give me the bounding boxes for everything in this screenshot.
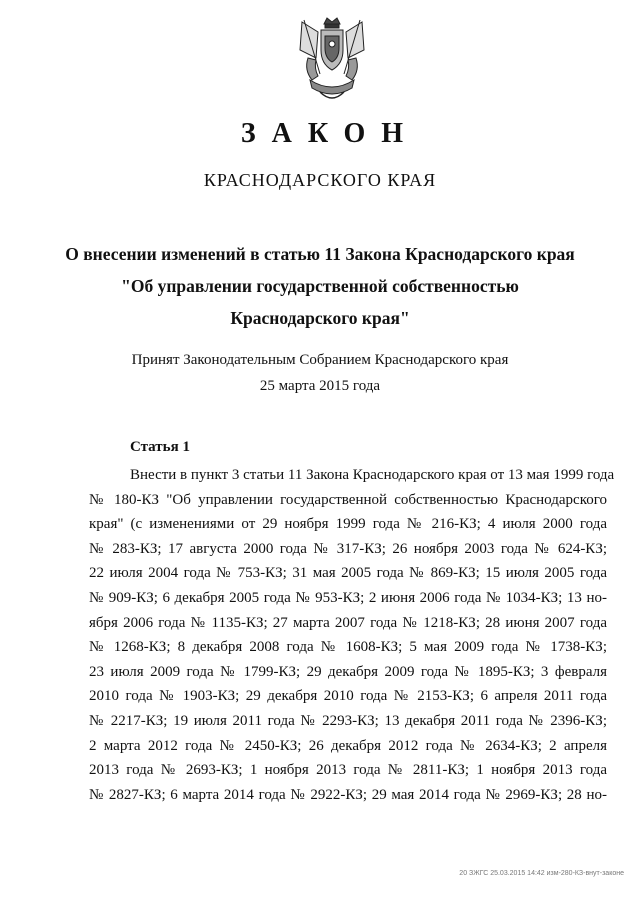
article-text-line: № 1268-КЗ; 8 декабря 2008 года № 1608-КЗ; 5 мая 2009 года № 1738-КЗ; [89, 639, 607, 656]
law-title-line: О внесении изменений в статью 11 Закона Краснодарского края [65, 244, 575, 264]
article-text-line: Внести в пункт 3 статьи 11 Закона Краснодарского края от 13 мая 1999 года [130, 467, 615, 483]
article-text-line: № 2827-КЗ; 6 марта 2014 года № 2922-КЗ; 29 мая 2014 года № 2969-КЗ; 28 но- [89, 786, 607, 803]
adoption-note [0, 347, 640, 399]
adoption-body: Принят Законодательным Собранием Краснодарского края [131, 352, 509, 368]
article-text-line: 2 марта 2012 года № 2450-КЗ; 26 декабря 2012 года № 2634-КЗ; 2 апреля [89, 737, 607, 754]
law-title [60, 238, 580, 334]
article-text-line: № 180-КЗ "Об управлении государственной собственностью Краснодарского [89, 491, 607, 508]
article-text-line: 22 июля 2004 года № 753-КЗ; 31 мая 2005 года № 869-КЗ; 15 июля 2005 года [89, 565, 607, 582]
document-type-heading: ЗАКОН [240, 118, 420, 149]
article-text-line: 2013 года № 2693-КЗ; 1 ноября 2013 года № 2811-КЗ; 1 ноября 2013 года [89, 762, 607, 779]
law-title-line: Краснодарского края" [230, 308, 410, 328]
article-body [89, 463, 615, 807]
article-text-line: № 283-КЗ; 17 августа 2000 года № 317-КЗ; 26 ноября 2003 года № 624-КЗ; [89, 540, 607, 557]
article-text-line: 2010 года № 1903-КЗ; 29 декабря 2010 года № 2153-КЗ; 6 апреля 2011 года [89, 688, 607, 705]
law-title-line: "Об управлении государственной собственностью [121, 276, 519, 296]
article-text-line: ября 2006 года № 1135-КЗ; 27 марта 2007 года № 1218-КЗ; 28 июня 2007 года [89, 614, 607, 631]
article-text-line: 23 июля 2009 года № 1799-КЗ; 29 декабря 2009 года № 1895-КЗ; 3 февраля [89, 663, 607, 680]
adoption-date: 25 марта 2015 года [259, 378, 381, 394]
article-heading: Статья 1 [130, 439, 190, 455]
coat-of-arms-icon [294, 14, 370, 108]
footer-stamp: 20 ЗЖГС 25.03.2015 14:42 изм-280-КЗ-внут-законе [459, 870, 624, 877]
issuing-region: КРАСНОДАРСКОГО КРАЯ [203, 170, 437, 190]
article-text-line: № 2217-КЗ; 19 июля 2011 года № 2293-КЗ; 13 декабря 2011 года № 2396-КЗ; [89, 712, 607, 729]
article-text-line: № 909-КЗ; 6 декабря 2005 года № 953-КЗ; 2 июня 2006 года № 1034-КЗ; 13 но- [89, 589, 607, 606]
article-text-line: края" (с изменениями от 29 ноября 1999 года № 216-КЗ; 4 июля 2000 года [89, 516, 607, 533]
